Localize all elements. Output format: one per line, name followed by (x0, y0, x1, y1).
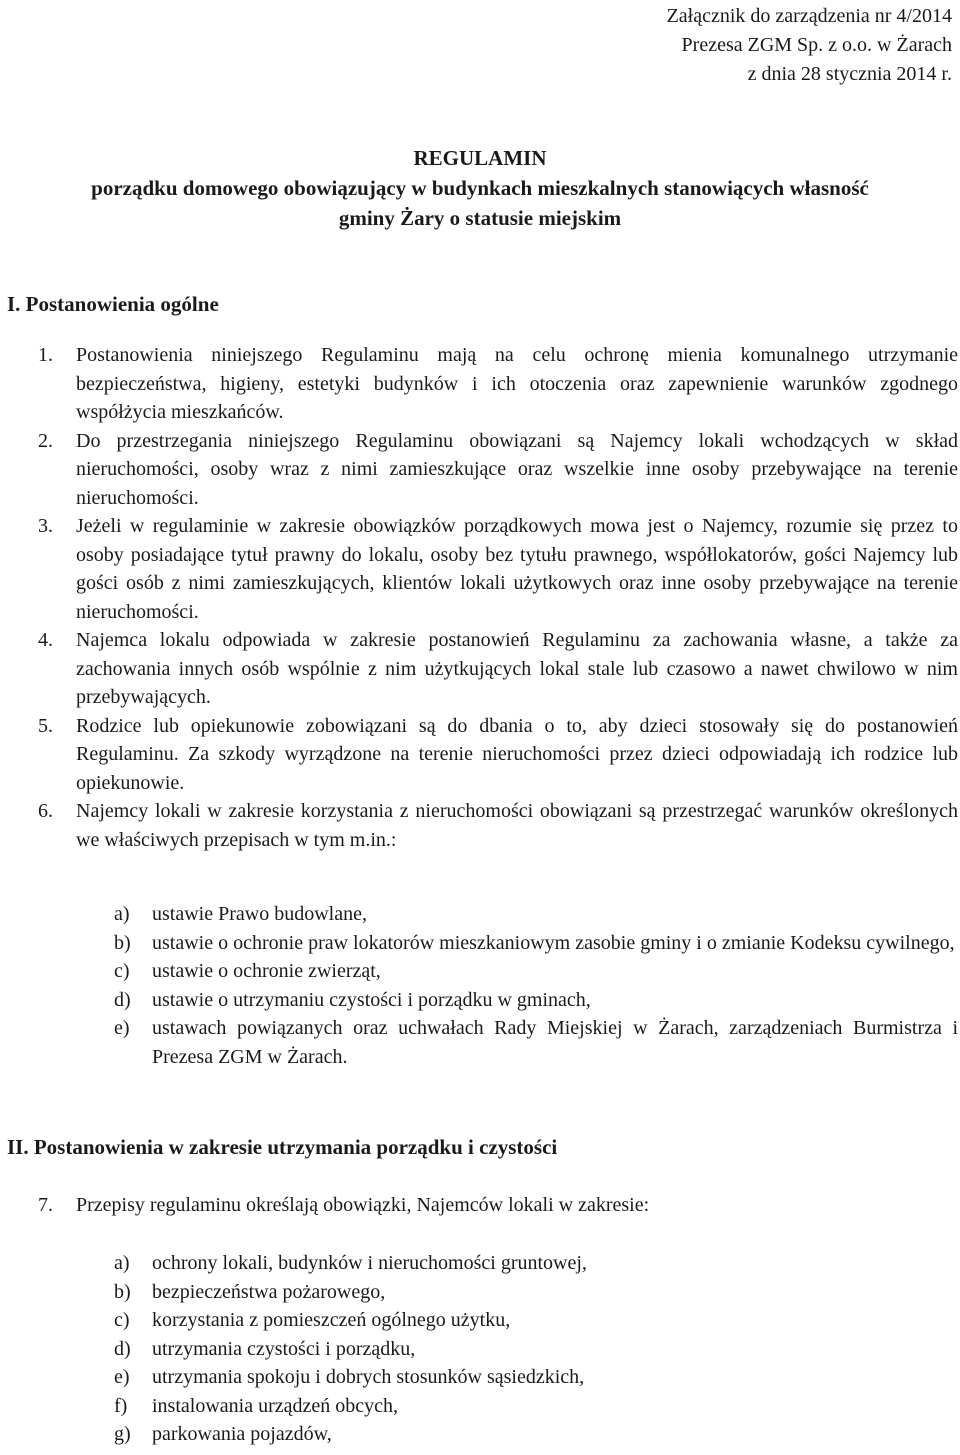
item-number: 6. (38, 800, 53, 822)
section-2-items (38, 1191, 958, 1220)
item-number: 5. (38, 714, 53, 737)
sublist-letter: g) (114, 1423, 131, 1445)
sublist-text: ustawie o ochronie zwierząt, (152, 960, 381, 982)
section-2-sublist (114, 1249, 958, 1449)
header-line-3: z dnia 28 stycznia 2014 r. (747, 63, 952, 85)
sublist-item (114, 1249, 958, 1278)
sublist-text: ustawie Prawo budowlane, (152, 903, 367, 925)
sublist-text: parkowania pojazdów, (152, 1423, 332, 1445)
sublist-item (114, 900, 958, 929)
sublist-letter: f) (114, 1394, 128, 1417)
item-number: 1. (38, 344, 53, 366)
sublist-text: utrzymania czystości i porządku, (152, 1337, 416, 1360)
title-line-3: gminy Żary o statusie miejskim (338, 206, 622, 230)
sublist-text: korzystania z pomieszczeń ogólnego użytku, (152, 1309, 511, 1331)
item-text: Postanowienia niniejszego Regulaminu mają na celu ochronę mienia komunalnego utrzymanie bezpieczeństwa, higieny, estetyki budynków i ich otoczenia oraz zapewnienie warunków zgodnego współżycia mieszkańców. (76, 344, 958, 423)
sublist-text: utrzymania spokoju i dobrych stosunków sąsiedzkich, (152, 1366, 585, 1388)
title-line-2: porządku domowego obowiązujący w budynkach mieszkalnych stanowiących własność (91, 176, 869, 200)
sublist-letter: a) (114, 903, 130, 925)
sublist-letter: b) (114, 931, 131, 954)
sublist-letter: b) (114, 1280, 131, 1303)
list-item (38, 626, 958, 712)
sublist-letter: d) (114, 988, 131, 1011)
sublist-item (114, 986, 958, 1015)
item-text: Jeżeli w regulaminie w zakresie obowiązków porządkowych mowa jest o Najemcy, rozumie się przez to osoby posiadające tytuł prawny do lokalu, osoby bez tytułu prawnego, współlokatorów, gości Najemcy lub gości osób z nimi zamieszkujących, klientów lokali użytkowych oraz inne osoby przebywające na terenie nieruchomości. (76, 515, 958, 623)
list-item (38, 797, 958, 854)
list-item (38, 512, 958, 626)
sublist-item (114, 1278, 958, 1307)
sublist-item (114, 929, 958, 958)
item-text: Do przestrzegania niniejszego Regulaminu obowiązani są Najemcy lokali wchodzących w skład nieruchomości, osoby wraz z nimi zamieszkujące oraz wszelkie inne osoby przebywające na terenie nieruchomości. (76, 429, 958, 509)
item-text: Najemca lokalu odpowiada w zakresie postanowień Regulaminu za zachowania własne, a także za zachowania innych osób wspólnie z nim użytkujących lokal stale lub czasowo a nawet chwilowo w nim przebywających. (76, 629, 958, 708)
sublist-letter: c) (114, 1309, 130, 1331)
header-line-1: Załącznik do zarządzenia nr 4/2014 (666, 5, 952, 27)
item-number: 4. (38, 629, 53, 651)
list-item (38, 1191, 958, 1220)
item-number: 3. (38, 515, 53, 537)
list-item (38, 427, 958, 513)
sublist-item (114, 957, 958, 986)
section-1-heading: I. Postanowienia ogólne (7, 292, 219, 316)
sublist-text: instalowania urządzeń obcych, (152, 1394, 399, 1417)
sublist-text: ochrony lokali, budynków i nieruchomości gruntowej, (152, 1252, 587, 1274)
sublist-item (114, 1306, 958, 1335)
sublist-letter: c) (114, 960, 130, 982)
sublist-text: ustawach powiązanych oraz uchwałach Rady Miejskiej w Żarach, zarządzeniach Burmistrza i Prezesa ZGM w Żarach. (152, 1017, 958, 1068)
document-title (0, 143, 960, 233)
sublist-item (114, 1392, 958, 1421)
document-header (667, 2, 952, 89)
list-item (38, 712, 958, 798)
sublist-text: ustawie o ochronie praw lokatorów mieszkaniowym zasobie gminy i o zmianie Kodeksu cywilnego, (152, 931, 955, 954)
sublist-letter: d) (114, 1337, 131, 1360)
sublist-letter: e) (114, 1366, 130, 1388)
sublist-item (114, 1363, 958, 1392)
title-line-1: REGULAMIN (413, 146, 547, 170)
sublist-text: bezpieczeństwa pożarowego, (152, 1280, 386, 1303)
sublist-item (114, 1420, 958, 1449)
header-line-2: Prezesa ZGM Sp. z o.o. w Żarach (681, 34, 952, 56)
sublist-item (114, 1335, 958, 1364)
item-number: 7. (38, 1194, 53, 1216)
item-number: 2. (38, 429, 53, 452)
item-text: Przepisy regulaminu określają obowiązki, Najemców lokali w zakresie: (76, 1194, 650, 1216)
list-item (38, 341, 958, 427)
item-text: Rodzice lub opiekunowie zobowiązani są do dbania o to, aby dzieci stosowały się do postanowień Regulaminu. Za szkody wyrządzone na terenie nieruchomości przez dzieci odpowiadają ich rodzice lub opiekunowie. (76, 714, 958, 794)
sublist-letter: a) (114, 1252, 130, 1274)
sublist-letter: e) (114, 1017, 130, 1039)
item-text: Najemcy lokali w zakresie korzystania z nieruchomości obowiązani są przestrzegać warunków określonych we właściwych przepisach w tym m.in.: (76, 800, 958, 851)
section-1-sublist (114, 900, 958, 1071)
section-1-items (38, 341, 958, 854)
sublist-item (114, 1014, 958, 1071)
section-2-heading: II. Postanowienia w zakresie utrzymania porządku i czystości (7, 1135, 558, 1159)
sublist-text: ustawie o utrzymaniu czystości i porządku w gminach, (152, 988, 591, 1011)
